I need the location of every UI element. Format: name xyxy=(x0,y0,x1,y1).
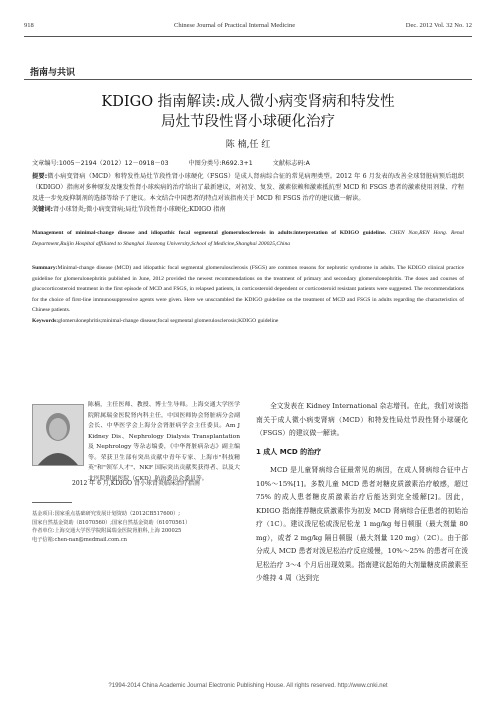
running-header xyxy=(24,22,472,36)
journal-name: Chinese Journal of Practical Internal Medicine xyxy=(174,22,296,29)
chinese-abstract xyxy=(32,171,464,215)
clc-number: 中图分类号:R692.3+1 xyxy=(188,160,253,167)
photo-caption: 2012 年 6 月,KDIGO 肾小球肾炎临床治疗指南 xyxy=(72,480,200,487)
column-rule xyxy=(24,79,472,80)
footnote-funding2: 国家自然基金资助（81070560）;国家自然基金资助（61070561） xyxy=(32,519,191,526)
copyright-footer: ?1994-2014 China Academic Journal Electronic Publishing House. All rights reserved. http://www.cnki.net xyxy=(108,683,388,689)
document-code: 文献标志码:A xyxy=(272,160,310,167)
article-meta xyxy=(32,158,464,167)
summary-text: Minimal-change disease (MCD) and idiopathic focal segmental glomerulosclerosis (FSGS) are common reasons for nephrotic syndrome in adults. The KDIGO clinical practice guideline for glomerulonephritis published in June, 2012 provided the newest recommendations on the treatment of primary and secondary glomerulonephritis. The doses and courses of glucocorticosteroid treatment in the first episode of MCD and FSGS, in relapsed patients, in corticosteroid dependent or corticosteroid resistant patients were suggested. The recommendations for the choice of first-line immunosuppressive agents were given. Here we unscrambled the KDIGO guideline on the treatment of MCD and FSGS in adults regarding the characteristics of Chinese patients. xyxy=(32,265,464,314)
english-title-block xyxy=(32,228,464,249)
abstract-label: 提要: xyxy=(32,173,48,180)
column-tag: 指南与共识 xyxy=(30,68,76,78)
keywords-label: 关键词: xyxy=(32,206,54,213)
issue-info: Dec. 2012 Vol. 32 No. 12 xyxy=(405,22,472,29)
article-title-line2: 局灶节段性肾小球硬化治疗 xyxy=(161,114,335,130)
english-authors: CHEN Nan,REN Hong. Renal Department,Ruijin Hospital affiliated to Shanghai Jiaotong University,School of Medicine,Shanghai 200025,China xyxy=(32,230,464,247)
header-rule xyxy=(24,36,472,37)
right-body-paragraph: MCD 是儿童肾病综合征最常见的病因，在成人肾病综合征中占 10%～15%[1]。多数儿童 MCD 患者对糖皮质激素治疗敏感，超过 75% 的成人患者糖皮质激素治疗后能达到完全缓解[2]。因此，KDIGO 指南推荐糖皮质激素作为初发 MCD 肾病综合征患者的初始治疗（1C）。建议泼尼松或泼尼松龙 1 mg/kg 每日顿服（最大剂量 80 mg），或者 2 mg/kg 隔日顿服（最大剂量 120 mg）（2C）。由于部分成人 MCD 患者对泼尼松治疗反应缓慢，10%～25% 的患者可在泼尼松治疗 3～4 个月后出现效果。指南建议起始的大剂量糖皮质激素至少维持 4 周（达到完 xyxy=(256,466,468,582)
keywords-text: 肾小球肾炎;微小病变肾病;局灶节段性肾小球硬化;KDIGO 指南 xyxy=(53,206,226,213)
section-heading-1: 1 成人 MCD 的治疗 xyxy=(256,448,322,456)
footnote-funding: 基金项目:国家重点基础研究发展计划资助（2012CB517600）; xyxy=(32,511,181,517)
summary-label: Summary: xyxy=(32,265,58,271)
footnote-rule xyxy=(32,502,72,503)
footnote-email: 电子信箱:chen-nan@medmail.com.cn xyxy=(32,536,128,543)
abstract-text: 微小病变肾病（MCD）和特发性局灶节段性肾小球硬化（FSGS）是成人肾病综合征的常见病理类型。2012 年 6 月发表的改善全球肾脏病预后组织（KDIGO）指南对多种原发及继发性肾小球疾病的治疗给出了最新建议，对初发、复发、激素依赖和激素抵抗型 MCD 和 FSGS 患者的激素使用剂量、疗程及进一步免疫抑制剂的选择等给予了建议。本文结合中国患者的特点对该指南关于 MCD 和 FSGS 治疗的建议做一解读。 xyxy=(32,173,464,202)
author-photo xyxy=(32,404,84,466)
footnotes xyxy=(32,510,240,544)
authors: 陈 楠,任 红 xyxy=(225,140,271,150)
author-bio: 陈楠，主任医师、教授、博士生导师。上海交通大学医学院附属瑞金医院肾内科主任，中国医师协会肾脏病分会副会长、中华医学会上海分会肾脏病学会主任委员。Am J Kidney Dis、Nephrology Dialysis Transplantation 及 Nephrology 等杂志编委，《中华肾脏病杂志》副主编等。荣获卫生部有突出贡献中青年专家、上海市"科技精英"和"领军人才"、NKF 国际突出贡献奖获得者、以及大北医院附属医院（CKD）防治委员会委员等。 xyxy=(88,402,240,482)
keywords-en-label: Keywords: xyxy=(32,317,59,324)
right-intro-paragraph: 全文发表在 Kidney International 杂志增刊。在此，我们对该指南关于成人微小病变肾病（MCD）和特发性局灶节段性肾小球硬化（FSGS）的建议做一解读。 xyxy=(256,402,468,437)
article-title-line1: KDIGO 指南解读:成人微小病变肾病和特发性 xyxy=(101,94,395,110)
page-number: 918 xyxy=(24,22,34,29)
english-title: Management of minimal-change disease and idiopathic focal segmental glomerulosclerosis in adults:interpretation of KDIGO guideline. xyxy=(32,230,386,236)
footnote-affiliation: 作者单位:上海交通大学医学院附属瑞金医院肾脏科,上海 200025 xyxy=(32,528,182,534)
english-summary xyxy=(32,263,464,327)
article-number: 文章编号:1005－2194（2012）12－0918－03 xyxy=(32,160,169,167)
keywords-en-text: glomerulonephritis;minimal-change disease;focal segmental glomerulosclerosis;KDIGO guideline xyxy=(58,317,279,324)
